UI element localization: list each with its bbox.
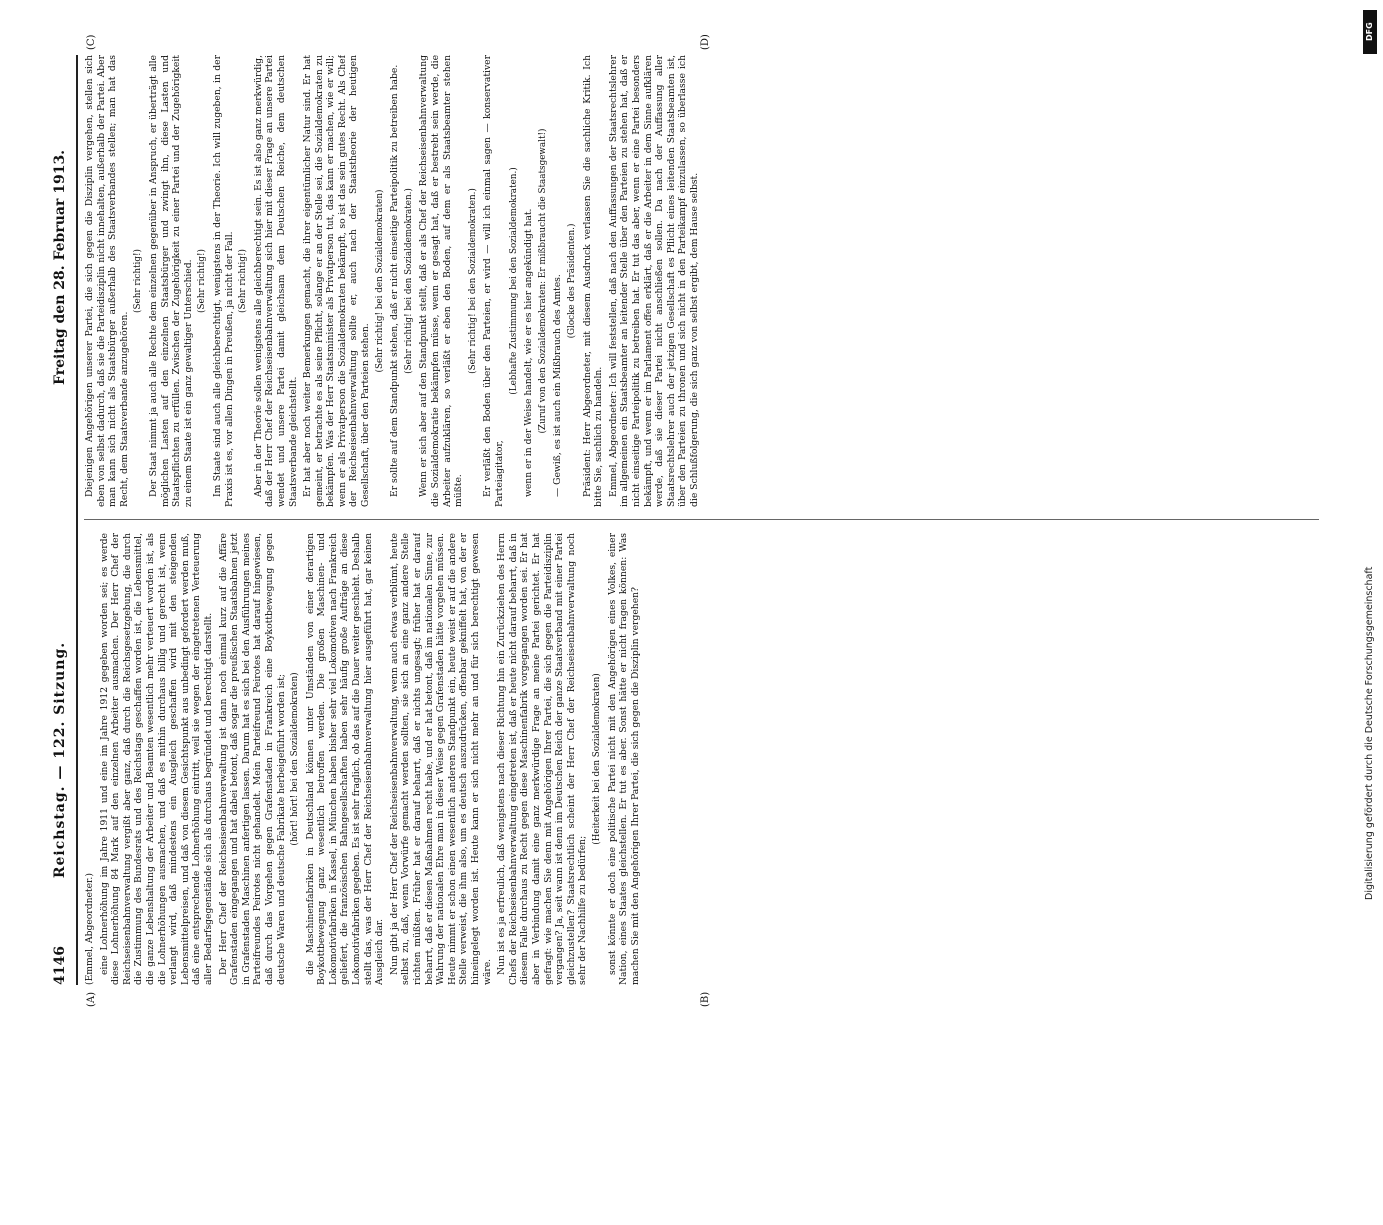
- column-divider: [84, 519, 1319, 520]
- credit-text: Digitalisierung gefördert durch die Deutsche Forschungsgemeinschaft: [1364, 566, 1375, 900]
- margin-marker-c: (C): [86, 34, 97, 50]
- paragraph: — Gewiß, es ist auch ein Mißbrauch des Amtes.: [552, 274, 564, 497]
- interjection: (Lebhafte Zustimmung bei den Sozialdemokraten.): [508, 167, 519, 395]
- paragraph: Diejenigen Angehörigen unserer Partei, die sich gegen die Disziplin vergehen, stellen sich eben von selbst dadurch, daß sie die Parteidisziplin nicht innehalten, außerhalb der Partei. Aber man kann sich nicht als Staatsbürger außerhalb des Staatsverbandes stellen; man hat das Recht, dem Staatsverbande anzugehören.: [84, 55, 130, 507]
- paragraph: Präsident: Herr Abgeordneter, mit diesem Ausdruck verlassen Sie die sachliche Kritik. Ich bitte Sie, sachlich zu handeln.: [581, 55, 605, 507]
- interjection: (Sehr richtig!): [197, 249, 208, 313]
- rotated-sheet: [50, 34, 1340, 1007]
- session-title: Reichstag. — 122. Sitzung.: [52, 641, 68, 879]
- margin-marker-b: (B): [700, 991, 711, 1007]
- interjection: (Sehr richtig! bei den Sozialdemokraten.): [403, 188, 414, 374]
- paragraph: sonst könnte er doch eine politische Partei nicht mit den Angehörigen eines Volkes, einer Nation, eines Staates gleichstellen. Er tut es aber. Sonst hätte er nicht fragen können: Was machen Sie mit den Angehörigen Ihrer Partei, die sich gegen die Disziplin vergehen?: [606, 533, 641, 985]
- interjection: (hört! hört! bei den Sozialdemokraten): [290, 672, 301, 846]
- paragraph: Der Staat nimmt ja auch alle Rechte dem einzelnen gegenüber in Anspruch, er überträgt alle möglichen Lasten auf den einzelnen Staatsbürger und zwingt ihn, diese Lasten und Staatspflichten zu erfüllen. Zwischen der Zugehörigkeit zu einer Partei und der Zugehörigkeit zu einem Staate ist ein ganz gewaltiger Unterschied.: [147, 55, 194, 507]
- paragraph: Der Herr Chef der Reichseisenbahnverwaltung ist dann noch einmal kurz auf die Affäre Grafenstaden eingegangen und hat dabei betont, daß sogar die preußischen Staatsbahnen jetzt in Grafenstaden Maschinen anfertigen lassen. Darum hat es sich bei den Ausführungen meines Parteifreundes Peirotes nicht gehandelt. Mein Parteifreund Peirotes hat darauf hingewiesen, daß durch das Vorgehen gegen Grafenstaden in Frankreich eine Boykottbewegung gegen deutsche Waren und deutsche Fabrikate herbeigeführt worden ist;: [217, 533, 287, 985]
- margin-marker-a: (A): [86, 991, 97, 1007]
- page-number: 4146: [52, 946, 68, 985]
- paragraph: Er verläßt den Boden über den Parteien, er wird — will ich einmal sagen — konservativer Parteiagitator,: [482, 55, 505, 507]
- margin-marker-d: (D): [700, 34, 711, 50]
- paragraph: Nun ist es ja erfreulich, daß wenigstens nach dieser Richtung hin ein Zurückziehen des Herrn Chefs der Reichseisenbahnverwaltung eingetreten ist, daß er heute nicht darauf beharrt, daß in diesem Falle durchaus zu Recht gegen diese Maschinenfabrik vorgegangen worden sei. Er hat aber in Verbindung damit eine ganz merkwürdige Frage an meine Partei gerichtet. Er hat gefragt: wie machen Sie denn mit Angehörigen Ihrer Partei, die sich gegen die Parteidisziplin vergangen? Ja, seit wann ist denn im Deutschen Reich der ganze Staatsverband mit einer Partei gleichzustellen? Staatsrechtlich scheint der Herr Chef der Reichseisenbahnverwaltung noch sehr der Nachhilfe zu bedürfen;: [496, 533, 589, 985]
- interjection: (Sehr richtig! bei den Sozialdemokraten): [374, 189, 385, 373]
- dfg-logo: DFG: [1363, 10, 1377, 54]
- paragraph: die Maschinenfabriken in Deutschland können unter Umständen von einer derartigen Boykottbewegung ganz wesentlich betroffen werden. Die großen Maschinen- und Lokomotivfabriken in Kassel, in München haben bisher sehr viel Lokomotiven nach Frankreich geliefert, die französischen Bahngesellschaften haben sehr häufig große Aufträge an diese Lokomotivfabriken gegeben. Es ist sehr fraglich, ob das auf die Dauer weiter geschieht. Deshalb stellt das, was der Herr Chef der Reichseisenbahnverwaltung hier ausgeführt hat, gar keinen Ausgleich dar.: [304, 533, 386, 985]
- interjection: (Glocke des Präsidenten.): [566, 223, 577, 339]
- paragraph: Aber in der Theorie sollen wenigstens alle gleichberechtigt sein. Es ist also ganz merkwürdig, daß der Herr Chef der Reichseisenbahnverwaltung sich hier mit dieser Frage an unsere Partei wendet und unsere Partei damit gleichsam dem Deutschen Reiche, dem deutschen Staatsverbande gleichstellt.: [252, 55, 299, 507]
- interjection: (Zuruf von den Sozialdemokraten: Er mißbraucht die Staatsgewalt!): [537, 128, 548, 434]
- paragraph: Er hat aber noch weiter Bemerkungen gemacht, die ihrer eigentümlicher Natur sind. Er hat gemeint, er betrachte es als seine Pflicht, solange er an der Stelle sei, die Sozialdemokraten zu bekämpfen. Was der Herr Staatsminister als Privatperson tut, das kann er machen, wie er will; wenn er als Privatperson die Sozialdemokraten bekämpft, so ist das sein gutes Recht. Als Chef der Reichseisenbahnverwaltung sollte er, auch nach der Staatstheorie der heutigen Gesellschaft, über den Parteien stehen.: [302, 55, 372, 507]
- speaker-line: (Emmel, Abgeordneter.): [84, 873, 95, 985]
- paragraph: eine Lohnerhöhung im Jahre 1911 und eine im Jahre 1912 gegeben worden sei; es werde diese Lohnerhöhung 84 Mark auf den einzelnen Arbeiter ausmachen. Der Herr Chef der Reichseisenbahnverwaltung vergißt aber ganz, daß durch die Reichsgesetzgebung, die durch die Zustimmung des Bundesrats und des Reichstags geschaffen worden ist, die Lebensmittel, die ganze Lebenshaltung der Arbeiter und Beamten wesentlich mehr verteuert worden ist, als die Lohnerhöhungen ausmachen, und daß es mithin durchaus billig und gerecht ist, wenn verlangt wird, daß mindestens ein Ausgleich geschaffen wird mit den steigenden Lebensmittelpreisen, und daß von diesem Gesichtspunkt aus unbedingt gefordert werden muß, daß eine entsprechende Lohnerhöhung eintritt, weil sie wegen der eingetretenen Verteuerung aller Bedarfsgegenstände sich als durchaus begründet und berechtigt darstellt.: [98, 533, 214, 985]
- right-text-column: [84, 55, 1319, 507]
- paragraph: Er sollte auf dem Standpunkt stehen, daß er nicht einseitige Parteipolitik zu betreiben habe.: [389, 64, 401, 497]
- paragraph: Wenn er sich aber auf den Standpunkt stellt, daß er als Chef der Reichseisenbahnverwaltung die Sozialdemokratie bekämpfen müsse, wenn er gesagt hat, daß er bestrebt sein werde, die Arbeiter aufzuklären, so verläßt er eben den Boden, auf dem er als Staatsbeamter stehen müßte.: [418, 55, 465, 507]
- interjection: (Sehr richtig! bei den Sozialdemokraten.): [467, 188, 478, 374]
- interjection: (Sehr richtig!): [238, 249, 249, 313]
- interjection: (Heiterkeit bei den Sozialdemokraten): [591, 673, 602, 845]
- header-rule: [76, 55, 78, 985]
- paragraph: Im Staate sind auch alle gleichberechtigt, wenigstens in der Theorie. Ich will zugeben, in der Praxis ist es, vor allen Dingen in Preußen, ja nicht der Fall.: [211, 55, 235, 507]
- left-text-column: [84, 533, 1319, 985]
- digitization-credit: [1363, 10, 1377, 990]
- paragraph: Nun gibt ja der Herr Chef der Reichseisenbahnverwaltung, wenn auch etwas verblümt, heute selbst zu, daß, wenn Vorwürfe gemacht werden sollten, sie sich an eine ganz andere Stelle richten müßten. Früher hat er darauf beharrt, daß er nichts ungesagt; früher hat er darauf beharrt, daß er diesen Maßnahmen recht habe, und er hat betont, daß im nationalen Sinne, zur Wahrung der nationalen Ehre man in dieser Weise gegen Grafenstaden hätte vorgehen müssen. Heute nimmt er schon einen wesentlich anderen Standpunkt ein, heute weist er auf die andere Stelle verweist, die ihm also, um es deutsch auszudrücken, offenbar gekniffelt hat, von der er hineingelegt worden ist. Heute kann er sich nicht mehr an und für sich berechtigt gewesen wäre.: [388, 533, 493, 985]
- date-header: Freitag den 28. Februar 1913.: [52, 149, 68, 385]
- paragraph: Emmel, Abgeordneter: Ich will feststellen, daß nach den Auffassungen der Staatsrechtslehrer im allgemeinen ein Staatsbeamter an leitender Stelle über den Parteien zu stehen hat, daß er nicht einseitige Parteipolitik zu betreiben hat. Er tut das aber, wenn er eine Partei besonders bekämpft, und wenn er im Parlament offen erklärt, daß er die Arbeiter in dem Sinne aufklären werde, daß sie dieser Partei nicht anschließen sollen. Da nach der Auffassung aller Staatsrechtslehrer auch der jetzigen Gesellschaft es Pflicht eines leitenden Staatsbeamten ist, über den Parteien zu thronen und sich nicht in den Parteikampf einzulassen, so überlasse ich die Schlußfolgerung, die sich ganz von selbst ergibt, dem Hause selbst.: [607, 55, 700, 507]
- paragraph: wenn er in der Weise handelt, wie er es hier angekündigt hat.: [523, 208, 535, 497]
- interjection: (Sehr richtig!): [133, 249, 144, 313]
